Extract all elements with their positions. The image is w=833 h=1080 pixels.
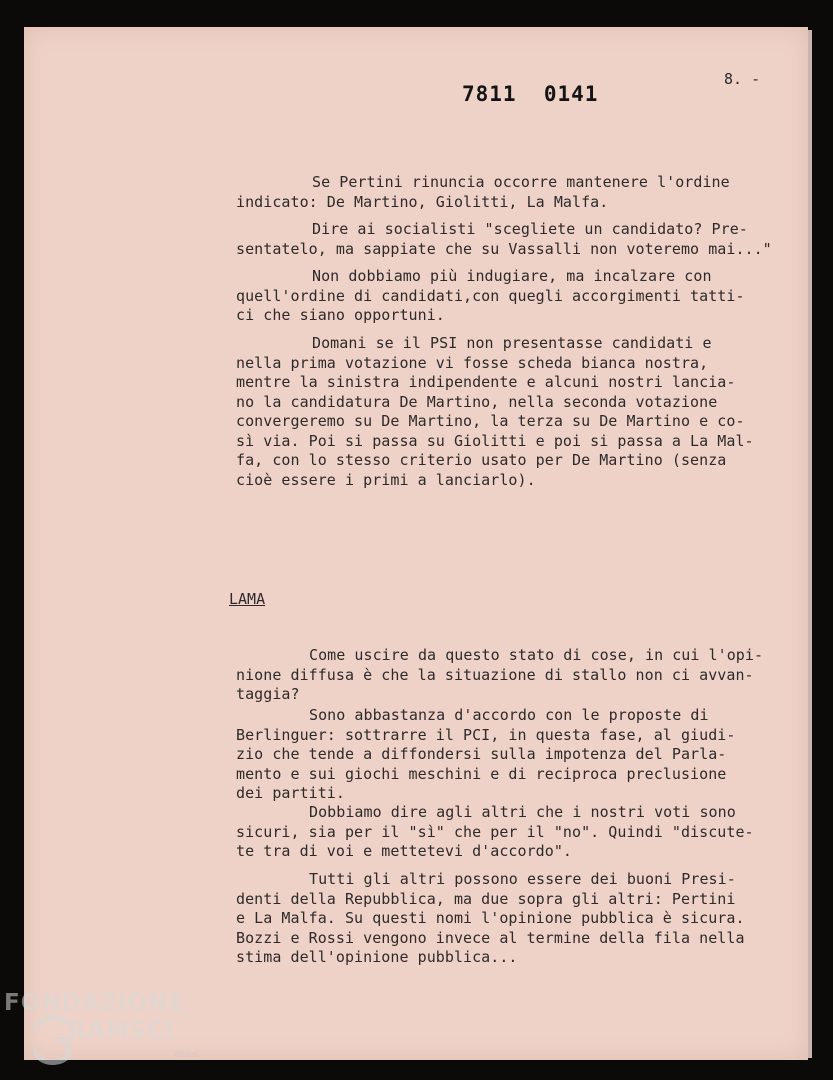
paragraph-4: Domani se il PSI non presentasse candidati e nella prima votazione vi fosse scheda bianca nostra, mentre la sinistra indipendente e alcuni nostri lancia- no la candidatura De Martino, nella seconda votazione convergeremo su De Martino, la terza su De Martino e co- sì via. Poi si passa su Giolitti e poi si passa a La Mal- fa, con lo stesso criterio usato per De Martino (senza cioè essere i primi a lanciarlo). [236, 334, 754, 489]
paragraph-7: Dobbiamo dire agli altri che i nostri voti sono sicuri, sia per il "sì" che per il "no". Quindi "discute- te tra di voi e mettetevi d'accordo". [236, 803, 754, 860]
watermark-line1: FONDAZIONE [4, 990, 186, 1016]
page-edge [808, 30, 812, 1058]
paragraph-8: Tutti gli altri possono essere dei buoni Presi- denti della Repubblica, ma due sopra gli altri: Pertini e La Malfa. Su questi nomi l'opinione pubblica è sicura. Bozzi e Rossi vengono invece al termine della fila nella stima dell'opinione pubblica... [236, 870, 745, 966]
paragraph-5: Come uscire da questo stato di cose, in cui l'opi- nione diffusa è che la situazione di stallo non ci avvan- taggia? [236, 646, 764, 703]
section-heading-lama: LAMA [229, 590, 266, 608]
page-number: 8. - [724, 70, 761, 88]
archive-number: 7811 0141 [462, 82, 599, 106]
watermark-suffix: onlus [174, 1050, 199, 1060]
paragraph-6: Sono abbastanza d'accordo con le proposte di Berlinguer: sottrarre il PCI, in questa fase, al giudi- zio che tende a diffondersi sulla impotenza del Parla- mento e sui giochi meschini e di reciproca preclusione dei partiti. [236, 706, 736, 802]
paragraph-3: Non dobbiamo più indugiare, ma incalzare con quell'ordine di candidati,con quegli accorgimenti tatti- ci che siano opportuni. [236, 267, 745, 324]
paragraph-2: Dire ai socialisti "scegliete un candidato? Pre- sentatelo, ma sappiate che su Vassalli non voteremo mai..." [236, 220, 772, 258]
paragraph-1: Se Pertini rinuncia occorre mantenere l'ordine indicato: De Martino, Giolitti, La Malfa. [236, 173, 730, 211]
fondazione-gramsci-watermark [4, 990, 214, 1070]
watermark-line2: RAMSCI [68, 1018, 175, 1044]
